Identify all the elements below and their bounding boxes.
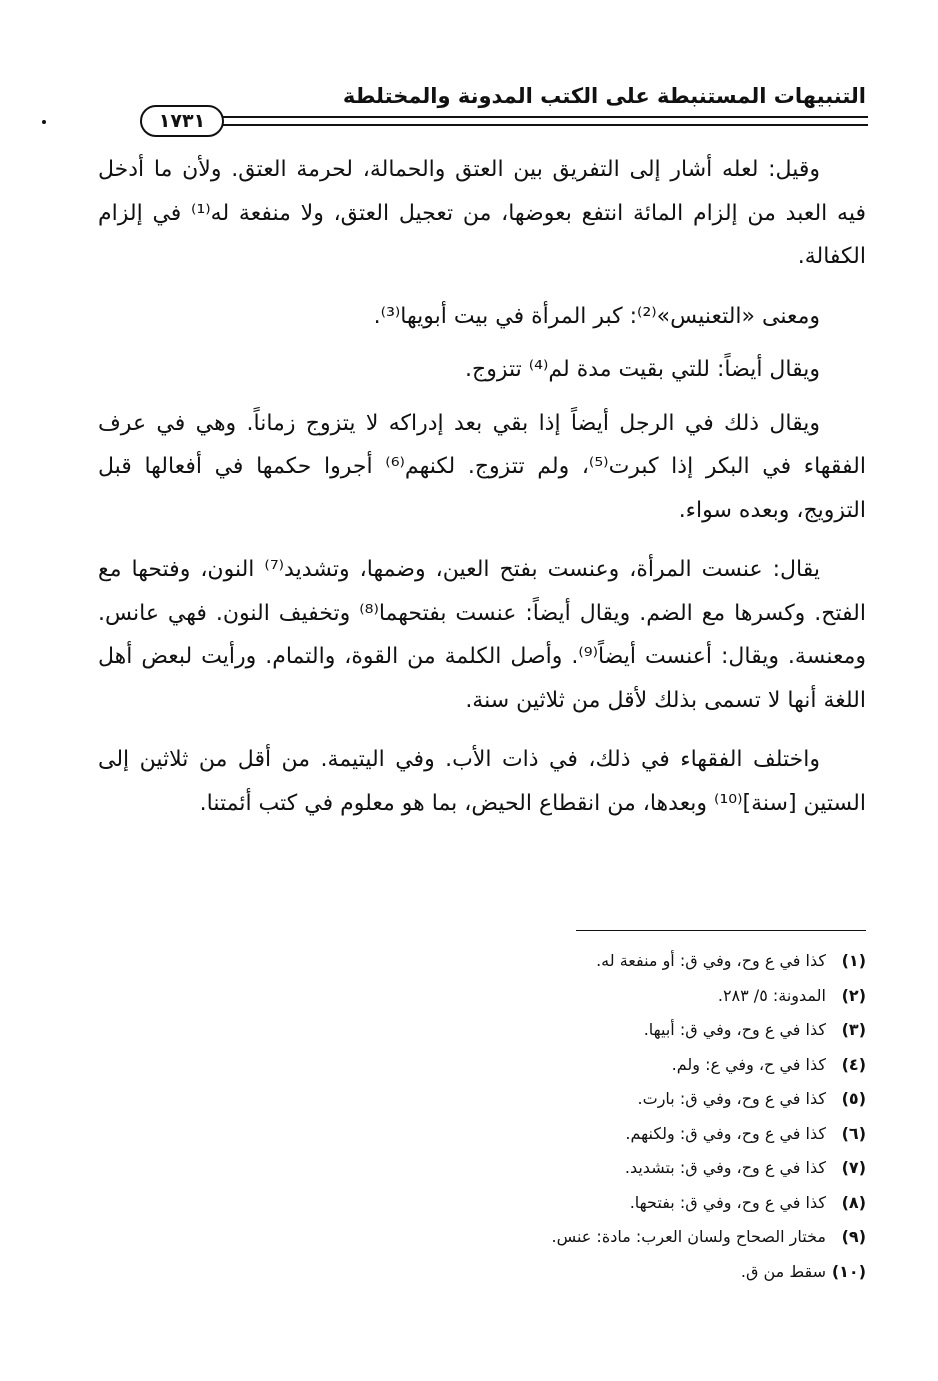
footnote-text: مختار الصحاح ولسان العرب: مادة: عنس.	[551, 1227, 826, 1246]
footnote	[98, 1048, 866, 1083]
footnote-number: (٨)	[841, 1192, 866, 1212]
running-header-title: التنبيهات المستنبطة على الكتب المدونة والمختلطة	[342, 84, 866, 108]
paragraph: ومعنى «التعنيس»⁽²⁾: كبر المرأة في بيت أبويها⁽³⁾.	[373, 303, 820, 329]
footnote-number: (٩)	[841, 1227, 866, 1246]
footnote-text: كذا في ع وح، وفي ق: أو منفعة له.	[596, 951, 826, 970]
paragraph: يقال: عنست المرأة، وعنست بفتح العين، وضمها، وتشديد⁽⁷⁾ النون، وفتحها مع الفتح. وكسرها مع الضم. ويقال أيضاً: عنست بفتحهما⁽⁸⁾ وتخفيف النون. فهي عانس. ومعنسة. ويقال: أعنست أيضاً⁽⁹⁾. وأصل الكلمة من القوة، والتمام. ورأيت لبعض أهل اللغة أنها لا تسمى بذلك لأقل من ثلاثين سنة.	[98, 557, 867, 713]
footnote-number: (٧)	[841, 1158, 866, 1177]
main-text	[98, 148, 866, 841]
footnote-number: (٣)	[841, 1020, 866, 1039]
footnote	[98, 1151, 866, 1186]
footnote	[98, 1186, 866, 1221]
footnote-text: المدونة: ٥/ ٢٨٣.	[717, 985, 826, 1005]
footnote-separator	[576, 930, 866, 931]
footnote-text: كذا في ح، وفي ع: ولم.	[671, 1054, 826, 1074]
footnote-text: كذا في ع وح، وفي ق: بتشديد.	[624, 1158, 826, 1177]
footnote	[98, 979, 866, 1014]
footnote-text: سقط من ق.	[740, 1261, 826, 1281]
header-rule-bottom	[218, 124, 868, 126]
paragraph: واختلف الفقهاء في ذلك، في ذات الأب. وفي اليتيمة. من أقل من ثلاثين إلى الستين [سنة]⁽¹⁰⁾ وبعدها، من انقطاع الحيض، بما هو معلوم في كتب أئمتنا.	[98, 747, 866, 816]
footnote-number: (٤)	[841, 1054, 866, 1074]
footnote-text: كذا في ع وح، وفي ق: بارت.	[637, 1089, 826, 1108]
footnotes	[98, 944, 866, 1289]
footnote-number: (١٠)	[831, 1261, 866, 1281]
header-rule-top	[218, 116, 868, 118]
footnote	[98, 1220, 866, 1255]
footnote-text: كذا في ع وح، وفي ق: بفتحها.	[629, 1192, 826, 1212]
paragraph: وقيل: لعله أشار إلى التفريق بين العتق والحمالة، لحرمة العتق. ولأن ما أدخل فيه العبد من إلزام المائة انتفع بعوضها، من تعجيل العتق، ولا منفعة له⁽¹⁾ في إلزام الكفالة.	[98, 157, 866, 269]
footnote-text: كذا في ع وح، وفي ق: أبيها.	[643, 1020, 826, 1039]
margin-dot	[42, 120, 46, 124]
footnote	[98, 1013, 866, 1048]
paragraph: ويقال أيضاً: للتي بقيت مدة لم⁽⁴⁾ تتزوج.	[465, 357, 820, 382]
footnote-text: كذا في ع وح، وفي ق: ولكنهم.	[625, 1123, 826, 1143]
page-number: ١٧٣١	[140, 105, 224, 137]
footnote	[98, 1082, 866, 1117]
paragraph: ويقال ذلك في الرجل أيضاً إذا بقي بعد إدراكه لا يتزوج زماناً. وهي في عرف الفقهاء في البكر إذا كبرت⁽⁵⁾، ولم تتزوج. لكنهم⁽⁶⁾ أجروا حكمها في أفعالها قبل التزويج، وبعده سواء.	[98, 410, 866, 523]
footnote-number: (٦)	[841, 1123, 866, 1143]
footnote-number: (١)	[841, 951, 866, 970]
footnote-number: (٢)	[841, 985, 866, 1005]
footnote	[98, 944, 866, 979]
footnote-number: (٥)	[841, 1089, 866, 1108]
footnote	[98, 1117, 866, 1152]
footnote	[98, 1255, 866, 1290]
